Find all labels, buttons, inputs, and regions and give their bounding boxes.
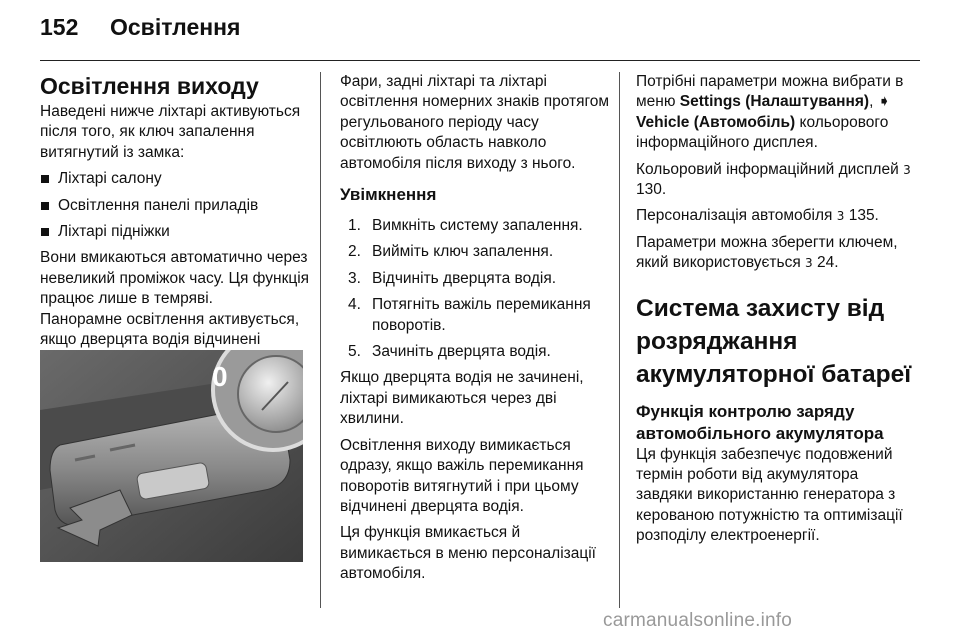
cross-reference: Кольоровий інформаційний дисплей 3 130. (636, 160, 911, 199)
paragraph: Панорамне освітлення активується, якщо дверцята водія відчинені (40, 310, 300, 349)
column-divider (619, 72, 620, 608)
menu-vehicle: Vehicle (Автомобіль) (636, 113, 796, 131)
paragraph: Якщо дверцята водія не зачинені, ліхтарі вимикаються через дві хвилини. (340, 369, 584, 428)
menu-arrow-icon: ➧ (877, 93, 891, 111)
subsection-heading: Увімкнення (340, 185, 437, 205)
cross-reference: Параметри можна зберегти ключем, який використовується 3 24. (636, 233, 898, 272)
dial-zero-label: 0 (212, 361, 228, 392)
page-reference-icon: 3 (903, 162, 911, 177)
step-item: 4. Потягніть важіль перемикання поворотів. (348, 296, 591, 334)
step-item: 3. Відчиніть дверцята водія. (348, 269, 557, 287)
section-heading: Освітлення виходу (40, 73, 259, 99)
page-number: 152 (40, 14, 79, 40)
stalk-illustration (40, 350, 303, 562)
step-item: 2. Вийміть ключ запалення. (348, 243, 554, 261)
step-item: 1. Вимкніть систему запалення. (348, 217, 583, 235)
steps-list (340, 216, 610, 362)
light-list (40, 169, 315, 242)
column-3 (636, 72, 916, 553)
intro-paragraph: Наведені нижче ліхтарі активуються після того, як ключ запалення витягнутий із замка: (40, 103, 301, 161)
page-header (40, 14, 240, 41)
page-reference-icon: 3 (805, 256, 813, 271)
paragraph: Ця функція забезпечує подовжений термін роботи від акумулятора завдяки використанню генератора з керованою потужністю та оптимізації розподілу електроенергії. (636, 445, 903, 545)
paragraph: Освітлення виходу вимикається одразу, якщо важіль перемикання поворотів витягнутий і при цьому відчинені дверцята водія. (340, 436, 584, 515)
watermark: carmanualsonline.info (603, 610, 793, 631)
menu-settings: Settings (Налаштування) (679, 93, 870, 111)
cross-reference: Персоналізація автомобіля 3 135. (636, 207, 879, 225)
list-item: Ліхтарі салону (40, 169, 315, 189)
page-reference-icon: 3 (836, 209, 845, 224)
section-title: Освітлення (110, 14, 241, 40)
column-1 (40, 72, 315, 377)
subsection-heading: Функція контролю заряду автомобільного акумулятора (636, 401, 884, 443)
paragraph: Вони вмикаються автоматично через невеликий проміжок часу. Ця функція працює лише в темряві. (40, 249, 310, 308)
step-item: 5. Зачиніть дверцята водія. (348, 343, 551, 361)
section-heading: Система захисту від розряджання акумуляторної батареї (636, 294, 912, 388)
list-item: Освітлення панелі приладів (40, 196, 315, 216)
paragraph: Ця функція вмикається й вимикається в меню персоналізації автомобіля. (340, 524, 596, 583)
paragraph: Потрібні параметри можна вибрати в меню Settings (Налаштування), ➧ Vehicle (Автомобіль) кольорового інформаційного дисплея. (636, 73, 904, 152)
list-item: Ліхтарі підніжки (40, 222, 315, 242)
column-divider (320, 72, 321, 608)
header-rule (40, 60, 920, 61)
column-2 (340, 72, 610, 591)
paragraph: Фари, задні ліхтарі та ліхтарі освітлення номерних знаків протягом регульованого періоду часу освітлюють область навколо автомобіля після виходу з нього. (340, 73, 610, 172)
